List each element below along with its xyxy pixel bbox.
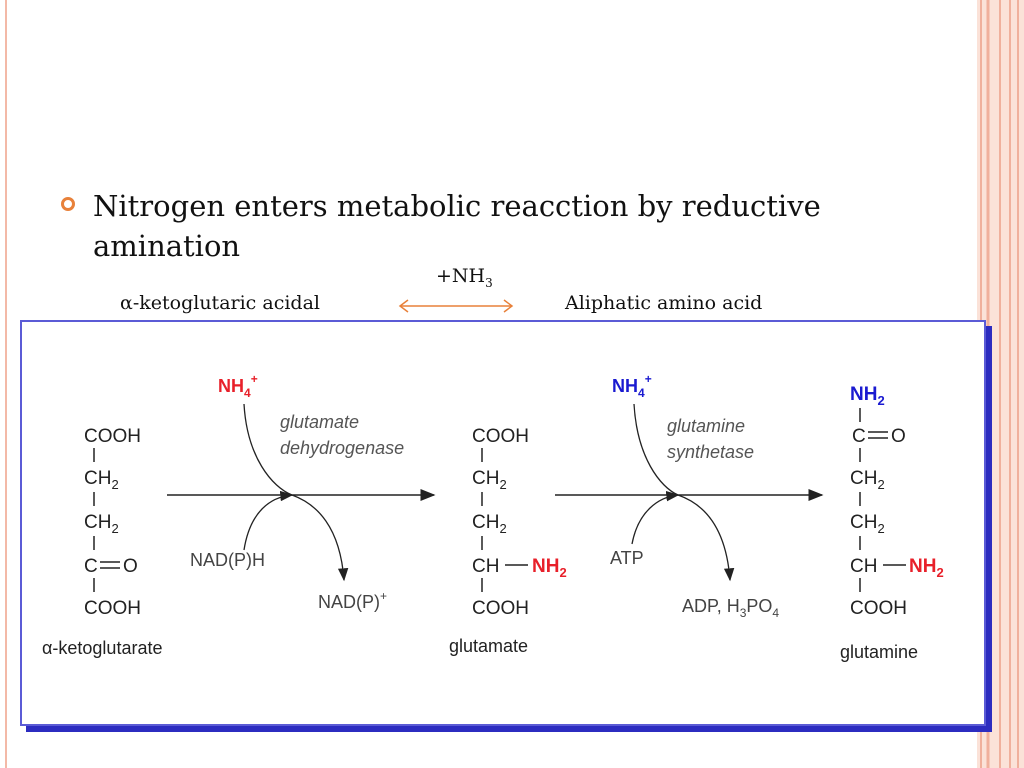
cofactor-2-in: ATP xyxy=(610,548,644,568)
glutamine-structure xyxy=(840,384,944,662)
bullet-text: Nitrogen enters metabolic reacction by reductive amination xyxy=(93,189,821,263)
nh4-blue-2: $NH_4^+$ xyxy=(612,372,652,400)
alpha-ketoglutarate-structure xyxy=(42,426,162,658)
r1-oxygen: O xyxy=(123,556,138,577)
enzyme-1-line2: dehydrogenase xyxy=(280,438,405,458)
r1-cooh-top: COOH xyxy=(84,426,141,447)
reaction-1 xyxy=(167,372,434,612)
p1-ch2-b: $CH_2$ xyxy=(472,512,507,536)
p2-ch2-a: $CH_2$ xyxy=(850,468,885,492)
p1-cooh-top: COOH xyxy=(472,426,529,447)
p2-cooh: COOH xyxy=(850,598,907,619)
cofactor-1-in: NAD(P)H xyxy=(190,550,265,570)
p2-ch2-b: $CH_2$ xyxy=(850,512,885,536)
r1-c: C xyxy=(84,556,98,577)
r1-cooh-bottom: COOH xyxy=(84,598,141,619)
p1-cooh-bottom: COOH xyxy=(472,598,529,619)
p2-oxygen: O xyxy=(891,426,906,447)
enzyme-1-line1: glutamate xyxy=(280,412,360,432)
reaction-figure xyxy=(20,320,986,726)
p2-nh2-top: $NH_2$ xyxy=(850,384,885,408)
p1-ch: CH xyxy=(472,556,500,577)
cofactor-2-out: ADP, $H_3PO_4$ xyxy=(682,596,780,620)
equation-left-label: α-ketoglutaric acidal xyxy=(120,292,320,314)
bullet-circle-icon xyxy=(60,196,76,212)
p2-name: glutamine xyxy=(840,642,919,662)
nh4-red-1: $NH_4^+$ xyxy=(218,372,258,400)
equation-reagent: $+NH_3$ xyxy=(436,265,493,290)
r1-name: α-ketoglutarate xyxy=(42,638,163,658)
enzyme-2-line2: synthetase xyxy=(667,442,755,462)
reversible-arrow-icon xyxy=(398,298,516,314)
p1-nh2: $NH_2$ xyxy=(532,556,567,580)
p2-nh2: $NH_2$ xyxy=(909,556,944,580)
p2-ch: CH xyxy=(850,556,878,577)
p2-c: C xyxy=(852,426,866,447)
reaction-diagram xyxy=(22,322,984,724)
reaction-2 xyxy=(555,372,822,620)
enzyme-2-line1: glutamine xyxy=(667,416,746,436)
cofactor-1-out: NAD(P)+ xyxy=(318,589,388,612)
r1-ch2-a: $CH_2$ xyxy=(84,468,119,492)
p1-ch2-a: $CH_2$ xyxy=(472,468,507,492)
p1-name: glutamate xyxy=(449,636,529,656)
r1-ch2-b: $CH_2$ xyxy=(84,512,119,536)
equation-right-label: Aliphatic amino acid xyxy=(565,292,763,314)
glutamate-structure xyxy=(449,426,567,656)
